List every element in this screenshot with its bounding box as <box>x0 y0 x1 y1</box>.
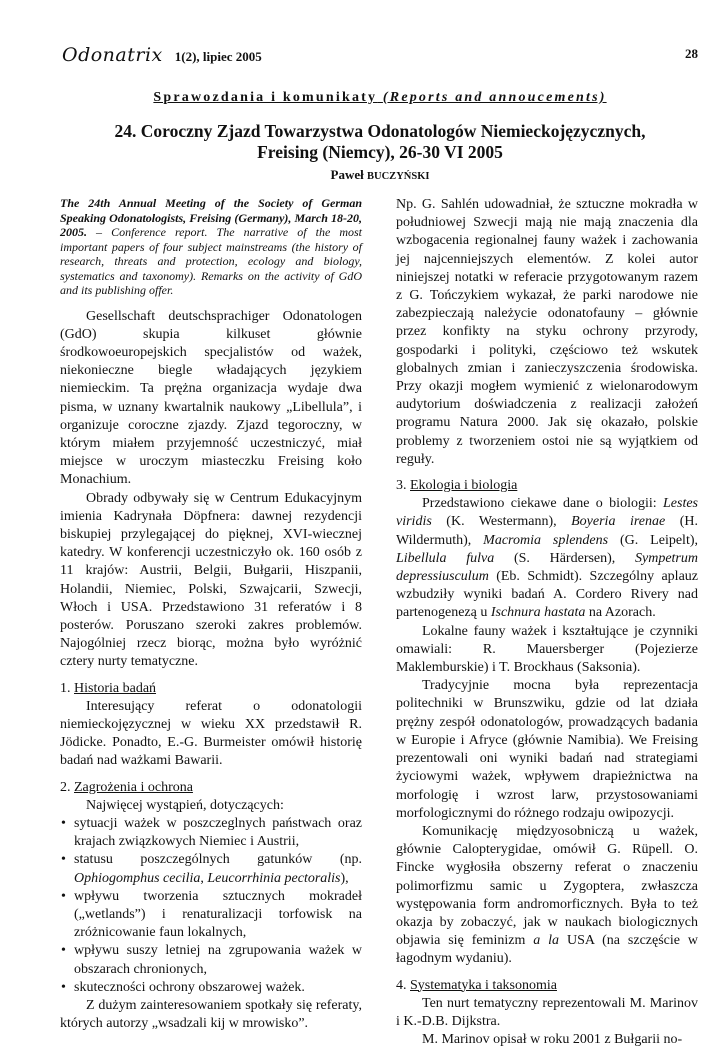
species-name: Libellula fulva <box>396 550 495 566</box>
heading-threats <box>60 779 362 797</box>
section-title <box>62 90 698 106</box>
heading-number: 4. <box>396 977 407 993</box>
heading-number: 1. <box>60 680 71 696</box>
abstract <box>60 196 362 298</box>
paragraph-sessions: Obrady odbywały się w Centrum Edukacyjnym imienia Kadrynała Döpfnera: dawnej rezydencji biskupiej przylegającej do pięknej, XVI-wiecznej katedry. W konferencji uczestniczyło ok. 160 osób z 11 krajów: Austrii, Belgii, Bułgarii, Hiszpanii, Holandii, Niemiec, Polski, Szwajcarii, Szwecji, Włoch i USA. Przedstawiono 31 referatów i 8 posterów. Poruszano szeroki zakres problemów. Najogólniej rzecz biorąc, można było wyróżnić cztery nurty tematyczne. <box>60 490 362 670</box>
text: (K. Westermann), <box>431 514 572 530</box>
heading-systematics <box>396 977 698 995</box>
species-name: Leucorrhinia pectoralis <box>207 870 341 886</box>
species-name: Ischnura hastata <box>490 605 586 621</box>
author-first-name: Paweł <box>330 167 364 182</box>
section-title-pl: Sprawozdania i komunikaty <box>153 90 378 105</box>
paragraph-braunschweig: Tradycyjnie mocna była reprezentacja politechniki w Brunszwiku, gdzie od lat działa prężny zespół odonatologów, prowadzących badania w Europie i Afryce (głównie Namibia). We Freising prezentowali oni wyniki badań nad strategiami życiowymi ważek, wpływem drapieżnictwa na morfologię i wzrost larw, przystosowaniami morfologicznymi do różnego rodzaju owipozycji. <box>396 678 698 821</box>
paragraph-local-faunas: Lokalne fauny ważek i kształtujące je czynniki omawiali: R. Mauersberger (Pojezierze Maklemburskie) i T. Brockhaus (Saksonia). <box>396 623 698 676</box>
text: (H. Wildermuth), <box>396 514 698 548</box>
paragraph-sahlen: Np. G. Sahlén udowadniał, że sztuczne mokradła w południowej Szwecji mają nie mają znaczenia dla wzbogacenia regionalnej fauny ważek i zachowania jej najcenniejszych elementów. Z kolei autor niniejszej notatki w referacie przygotowanym razem z G. Tończykiem wykazał, że parki narodowe nie zabezpieczają należycie odonatofauny – głównie przez konfikty na styku ochrony przyrody, gospodarki i polityki, częściowo też wskutek globalnych zmian i zanieczyszczenia środowiska. Przy okazji mogłem wymienić z wielonarodowym audytorium doświadczenia z realizacji założeń programu Natura 2000. Jak się okazało, polskie problemy z tworzeniem ostoi nie są wyjątkiem od reguły. <box>396 197 698 467</box>
heading-history <box>60 680 362 698</box>
text: (Eb. Schmidt). Szczególny aplauz wzbudziły wyniki badań A. Cordero Rivery nad partenogenezą u <box>396 569 698 621</box>
list-item: • wpływu tworzenia sztucznych mokradeł („wetlands”) i renaturalizacji torfowisk na zróżnicowanie faun lokalnych, <box>60 888 362 943</box>
journal-name: Odonatrix <box>62 44 163 66</box>
article-author <box>62 167 698 183</box>
list-item-text: ), <box>340 870 349 886</box>
species-name: Macromia splendens <box>483 532 609 548</box>
paragraph-biology <box>396 495 698 622</box>
section-title-en: (Reports and annoucements) <box>382 90 607 105</box>
heading-text: Ekologia i biologia <box>410 478 518 494</box>
text: USA (na szczęście w łagodnym wydaniu). <box>396 933 698 967</box>
list-item-text: , <box>200 870 208 886</box>
species-name: Lestes viridis <box>396 496 698 530</box>
page-header <box>62 44 698 64</box>
right-column <box>396 196 698 1049</box>
text: Komunikację międzyosobniczą u ważek, głównie Calopterygidae, omówił G. Rüpell. O. Fincke wygłosiła obszerny referat o znaczeniu polimorfizmu samic u Zygoptera, zwłaszcza występowania form andromorficznych. Była to też okazja by zobaczyć, jak w naukach biologicznych objawia się feminizm <box>396 823 698 949</box>
heading-text: Zagrożenia i ochrona <box>74 779 193 795</box>
left-column <box>60 196 362 1033</box>
heading-number: 2. <box>60 779 71 795</box>
italic-text: a la <box>533 933 560 949</box>
list-item-text: statusu poszczególnych gatunków (np. <box>74 852 362 868</box>
text: Przedstawiono ciekawe dane o biologii: <box>422 496 663 512</box>
paragraph-communication <box>396 823 698 969</box>
abstract-title: The 24th Annual Meeting of the Society of German Speaking Odonatologists, Freising (Germany), March 18-20, 2005. <box>60 196 362 239</box>
list-item: • skuteczności ochrony obszarowej ważek. <box>60 979 362 997</box>
species-name: Ophiogomphus cecilia <box>74 870 201 886</box>
paragraph-gdo: Gesellschaft deutschsprachiger Odonatologen (GdO) skupia kilkuset głównie środkowoeuropejskich specjalistów od ważek, niekonieczne biegle władających językiem niemieckim. Ta prężna organizacja wydaje dwa pisma, w uznany kwartalnik naukowy „Libellula”, i organizuje coroczne zjazdy. Zjazd tegoroczny, w którym miałem przyjemność uczestniczyć, miał miejsce w uroczym miasteczku Freising koło Monachium. <box>60 308 362 488</box>
paragraph-marinov: M. Marinov opisał w roku 2001 z Bułgarii no- <box>422 1032 683 1048</box>
abstract-text: – Conference report. The narrative of the most important papers of four subject mainstreams (the history of research, threats and protection, ecology and biology, systematics and taxonomy). Remarks on the activity of GdO and its publishing offer. <box>60 225 362 297</box>
heading-text: Systematyka i taksonomia <box>410 977 557 993</box>
article-title <box>62 121 698 163</box>
heading-ecology <box>396 477 698 495</box>
species-name: Sympetrum depressiusculum <box>396 550 698 585</box>
list-item: • sytuacji ważek w poszczeglnych państwach oraz krajach związkowych Niemiec i Austrii, <box>60 815 362 851</box>
paragraph-controversy: Z dużym zainteresowaniem spotkały się referaty, których autorzy „wsadzali kij w mrowisko”. <box>60 998 362 1032</box>
author-last-name: BUCZYŃSKI <box>367 171 430 182</box>
paragraph-history: Interesujący referat o odonatologii niemieckojęzycznej w wieku XX przedstawił R. Jödicke. Ponadto, E.-G. Burmeister omówił historię badań nad ważkami Bawarii. <box>60 698 362 769</box>
paragraph-systematics: Ten nurt tematyczny reprezentowali M. Marinov i K.-D.B. Dijkstra. <box>396 995 698 1029</box>
page-number: 28 <box>685 46 698 61</box>
heading-number: 3. <box>396 478 407 494</box>
article-title-line1: 24. Coroczny Zjazd Towarzystwa Odonatologów Niemieckojęzycznych, <box>114 121 646 141</box>
list-item <box>60 851 362 887</box>
article-title-line2: Freising (Niemcy), 26-30 VI 2005 <box>257 142 503 162</box>
text: (S. Härdersen), <box>494 550 635 566</box>
threats-list <box>60 815 362 997</box>
heading-text: Historia badań <box>74 680 157 696</box>
text: na Azorach. <box>585 605 656 621</box>
issue-info: 1(2), lipiec 2005 <box>174 49 262 64</box>
list-item: • wpływu suszy letniej na zgrupowania ważek w obszarach chronionych, <box>60 942 362 978</box>
text: (G. Leipelt), <box>608 532 698 548</box>
paragraph-threats-intro: Najwięcej wystąpień, dotyczących: <box>86 797 284 813</box>
species-name: Boyeria irenae <box>571 514 666 530</box>
